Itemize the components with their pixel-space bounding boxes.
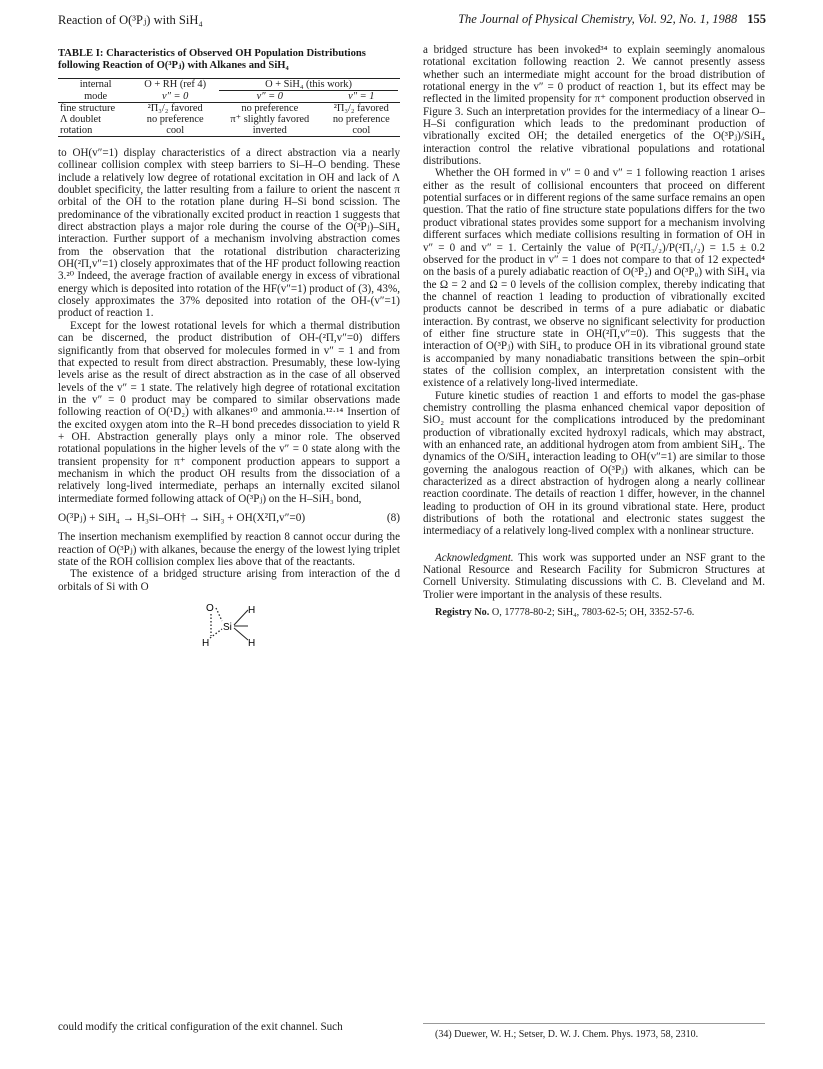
- table-cell: π⁺ slightly favored: [230, 114, 310, 125]
- table-header-mode: mode: [58, 91, 133, 103]
- atom-h-left: H: [202, 638, 210, 650]
- left-column-bottom: [58, 1021, 400, 1033]
- equation: [58, 512, 400, 524]
- table-caption-line2: following Reaction of O(³Pⱼ) with Alkanes and SiH₄: [58, 60, 289, 71]
- equation-number: (8): [386, 511, 400, 524]
- table-header-sih4: O + SiH₄ (this work): [217, 79, 400, 92]
- table-header-rh-v: v″ = 0: [133, 91, 217, 103]
- table-header-rh: O + RH (ref 4): [133, 79, 217, 92]
- left-column: [58, 44, 400, 660]
- acknowledgment-text: This work was supported under an NSF grant to the National Resource and Research Facility for Submicron Structures at Cornell University. Stimulating discussions with C. B. Cleveland and M. Trolier were important in the analysis of these results.: [423, 551, 766, 601]
- paragraph: could modify the critical configuration of the exit channel. Such: [58, 1021, 343, 1033]
- paragraph: The insertion mechanism exemplified by reaction 8 cannot occur during the reaction of O(³Pⱼ) with alkanes, because the energy of the lowest lying triplet state of the ROH collision complex lies above that of the reactants.: [58, 531, 400, 568]
- acknowledgment: [423, 552, 765, 601]
- table-caption: [58, 48, 400, 72]
- page-number: 155: [747, 12, 766, 26]
- table-header-v1: v″ = 1: [323, 91, 400, 103]
- atom-h-bottom: H: [248, 638, 256, 650]
- paragraph: Future kinetic studies of reaction 1 and efforts to model the gas-phase chemistry controlling the plasma enhanced chemical vapor deposition of SiO₂ must account for the complications introduced by the predominant production of vibrationally excited hydroxyl radicals, which may abstract, with an enhanced rate, an additional hydrogen atom from ambient SiH₄. The dynamics of the O/SiH₄ interaction leading to OH(v″=1) are similar to those governing the analogous reaction of O(³Pⱼ) with alkanes, which can be characterized as a direct abstraction of hydrogen along a nearly collinear reaction coordinate. The details of reaction 1 differ, however, in the channel leading to production of OH in its ground vibrational state. Here, product distributions of both the rotational and electronic states suggest the intermediacy of a relatively long-lived complex with a nonlinear structure.: [423, 389, 765, 538]
- table-cell: no preference: [332, 114, 390, 125]
- table-cell: no preference: [146, 114, 204, 125]
- bridged-structure-diagram: [184, 599, 274, 649]
- table-cell: Λ doublet: [60, 114, 102, 125]
- paragraph: Except for the lowest rotational levels for which a thermal distribution can be discerned, the product distribution of OH-(²Π,v″=0) differs significantly from that observed for molecules formed in v″ = 1 and from that expected to result from direct abstraction. Presumably, these low-lying levels arise as the result of direct abstraction as in the case of all observed levels of the v″ = 1 state. The relatively high degree of rotational excitation in the v″ = 0 product may be compared to similar observations made following reaction of O(¹D₂) with alkanes¹⁰ and ammonia.¹²·¹⁴ Insertion of the excited oxygen atom into the R–H bond precedes dissociation to yield R + OH. Abstraction generally plays only a minor role. The observed rotational populations in the higher levels of the v″ = 0 state along with the transient propensity for π⁺ component production appears to support a mechanism in which the product OH results from the dissociation of a relatively long-lived intermediate, perhaps an internally excited silanol intermediate formed following attack of O(³Pⱼ) on the H–SiH₃ bond,: [58, 319, 400, 505]
- footnote: (34) Duewer, W. H.; Setser, D. W. J. Chem. Phys. 1973, 58, 2310.: [423, 1023, 765, 1040]
- table-row: [58, 103, 400, 115]
- right-column: [423, 44, 765, 619]
- table-caption-line1: TABLE I: Characteristics of Observed OH Population Distributions: [58, 48, 366, 59]
- journal-citation: [458, 12, 766, 27]
- acknowledgment-label: Acknowledgment.: [435, 551, 514, 564]
- table-row: [58, 125, 400, 137]
- equation-body: O(³Pⱼ) + SiH₄ → H₃Si–OH† → SiH₃ + OH(X²Π,v″=0): [58, 511, 306, 524]
- atom-o: O: [206, 603, 214, 615]
- table-header-internal: internal: [58, 79, 133, 92]
- registry-text: O, 17778-80-2; SiH₄, 7803-62-5; OH, 3352-57-6.: [491, 607, 695, 619]
- running-header: [58, 12, 766, 34]
- table-cell: no preference: [241, 103, 299, 114]
- table-row: [58, 114, 400, 125]
- table-cell: cool: [323, 125, 400, 137]
- table-header-v0: v″ = 0: [217, 91, 322, 103]
- table-cell: rotation: [58, 125, 133, 137]
- data-table: [58, 78, 400, 137]
- table-cell: ²Π₃/₂ favored: [147, 103, 203, 114]
- table-cell: ²Π₃/₂ favored: [333, 103, 389, 114]
- atom-h-top: H: [248, 605, 256, 617]
- atom-si: Si: [223, 622, 232, 634]
- table-cell: fine structure: [60, 103, 116, 114]
- journal-name: The Journal of Physical Chemistry, Vol. 92, No. 1, 1988: [458, 12, 738, 26]
- paragraph: to OH(v″=1) display characteristics of a direct abstraction via a nearly collinear collision complex with steep barriers to Si–H–O bending. These include a relatively low degree of rotational excitation in OH and lack of Λ doublet specificity, the latter resulting from a failure to orient the nascent π orbital of the OH to the rotation plane during H–Si bond scission. The predominance of the vibrationally excited product in reaction 1 suggests that direct abstraction plays a major role during the course of the O(³Pⱼ)–SiH₄ interaction. Further support of a mechanism involving abstraction comes from the observation that the rotational distribution characterizing OH(²Π,v″=1) closely approximates that of the HF product following reaction 3.²⁰ Indeed, the average fraction of available energy in excess of vibrational energy which is deposited into rotation of the HF(v″=1) product of (3), 43%, closely approximates the 37% deposited into rotation of the OH-(v″=1) product of reaction 1.: [58, 147, 401, 320]
- header-title: Reaction of O(³Pⱼ) with SiH₄: [58, 13, 203, 27]
- paragraph: The existence of a bridged structure arising from interaction of the d orbitals of Si with O: [58, 568, 400, 593]
- registry: [423, 607, 765, 619]
- table-cell: cool: [133, 125, 217, 137]
- paragraph: a bridged structure has been invoked³⁴ to explain seemingly anomalous rotational excitation following reaction 2. We cannot presently assess whether such an intermediate might account for the broad distribution of rotational energy in the v″ = 0 product of reaction 1, but its effect may be reflected in the limited propensity for π⁺ component production observed in Figure 3. Such an interpretation provides for the intermediacy of a linear O–H–Si configuration which leads to the predominant production of vibrationally excited OH; the detailed energetics of the O(³Pⱼ)/SiH₄ interaction control the relative vibrational populations and rotational distributions.: [423, 44, 765, 168]
- registry-label: Registry No.: [435, 607, 490, 619]
- paragraph: Whether the OH formed in v″ = 0 and v″ = 1 following reaction 1 arises either as the result of collisional encounters that proceed on different potential surfaces or in different regions of the same surface remains an open question. That the ratio of fine structure state populations differs for the two product vibrational states provides some support for a mechanism involving different surfaces which mediate collisions resulting in formation of OH in v″ = 0 and v″ = 1. Certainly the value of P(²Π₃/₂)/P(²Π₁/₂) = 1.5 ± 0.2 observed for the product in v″ = 1 does not compare to that of 12 expected⁴ on the basis of a purely adiabatic reaction of O(³P₂) and O(³P₀) with SiH₄ via the Ω = 2 and Ω = 0 levels of the collision complex, thereby indicating that the channel of reaction 1 leading to production of vibrationally excited products cannot be described in terms of a pure adiabatic or diabatic interaction. By contrast, we observe no significant selectivity for production of either fine structure state in OH(²Π,v″=0). This suggests that the interaction of O(³Pⱼ) with SiH₄ to produce OH in its vibrational ground state is accompanied by many nonadiabatic transitions between the spin–orbit states of the collision complex, an interpretation consistent with the existence of a relatively long-lived intermediate.: [423, 167, 765, 390]
- table-cell: inverted: [217, 125, 322, 137]
